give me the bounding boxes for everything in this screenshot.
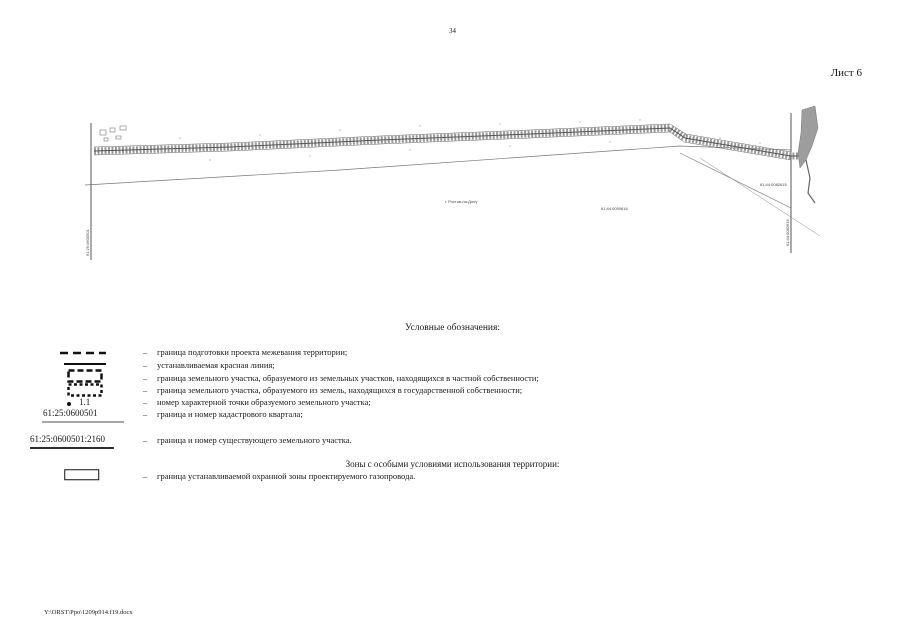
legend-item bbox=[0, 360, 905, 372]
vertical-right-label: 61:44:0082615 bbox=[785, 219, 790, 246]
zone-text: граница устанавливаемой охранной зоны проектируемого газопровода. bbox=[157, 471, 416, 481]
diagonal-line-1 bbox=[680, 153, 791, 208]
legend-item bbox=[0, 347, 905, 359]
zone-item bbox=[0, 471, 905, 483]
quarter-number-label: 61:25:0600501 bbox=[43, 408, 98, 418]
legend-dash: – bbox=[142, 347, 148, 357]
legend-text: граница земельного участка, образуемого из земельных участков, находящихся в частной собственности; bbox=[157, 373, 539, 383]
legend-item bbox=[0, 385, 905, 397]
legend-dash: – bbox=[142, 435, 148, 445]
legend-dash: – bbox=[142, 385, 148, 395]
buildings-left bbox=[100, 126, 126, 141]
stream bbox=[806, 160, 815, 203]
zones-title: Зоны с особыми условиями использования территории: bbox=[345, 459, 560, 469]
legend-text: граница подготовки проекта межевания территории; bbox=[157, 347, 348, 357]
sheet-label: Лист 6 bbox=[830, 67, 862, 79]
legend-item bbox=[0, 397, 905, 409]
legend-dash: – bbox=[142, 360, 148, 370]
legend-text: устанавливаемая красная линия; bbox=[157, 360, 275, 370]
legend-dash: – bbox=[142, 471, 148, 481]
quarter-right-label: 61:44:0082615 bbox=[760, 182, 787, 187]
cadastral-map bbox=[80, 98, 840, 260]
legend-text: граница и номер существующего земельного участка. bbox=[157, 435, 352, 445]
legend-dash: – bbox=[142, 373, 148, 383]
footer-file-path: Y:\ORST\Ppo\1209p914.f19.docx bbox=[44, 609, 133, 616]
diagonal-line-2 bbox=[700, 158, 820, 236]
point-number-label: 1.1 bbox=[79, 397, 91, 407]
legend-dash: – bbox=[142, 409, 148, 419]
water-body bbox=[798, 106, 818, 168]
legend-title: Условные обозначения: bbox=[404, 323, 500, 333]
quarter-center-label: 61:44:0050616 bbox=[601, 206, 628, 211]
legend-item bbox=[0, 409, 905, 421]
settlement-label: г. Ростов-на-Дону bbox=[445, 199, 478, 204]
vertical-left-label: 61:25:0600501 bbox=[85, 229, 90, 256]
legend-dash: – bbox=[142, 397, 148, 407]
legend-item bbox=[0, 435, 905, 447]
legend-text: граница земельного участка, образуемого из земель, находящихся в государственной собственности; bbox=[157, 385, 523, 395]
quarter-boundary-line bbox=[85, 146, 791, 185]
legend-text: номер характерной точки образуемого земельного участка; bbox=[157, 397, 371, 407]
corridor-dots bbox=[179, 119, 760, 160]
page-number: 34 bbox=[449, 27, 456, 35]
legend-item bbox=[0, 373, 905, 385]
parcel-number-label: 61:25:0600501:2160 bbox=[30, 434, 106, 444]
legend-text: граница и номер кадастрового квартала; bbox=[157, 409, 303, 419]
